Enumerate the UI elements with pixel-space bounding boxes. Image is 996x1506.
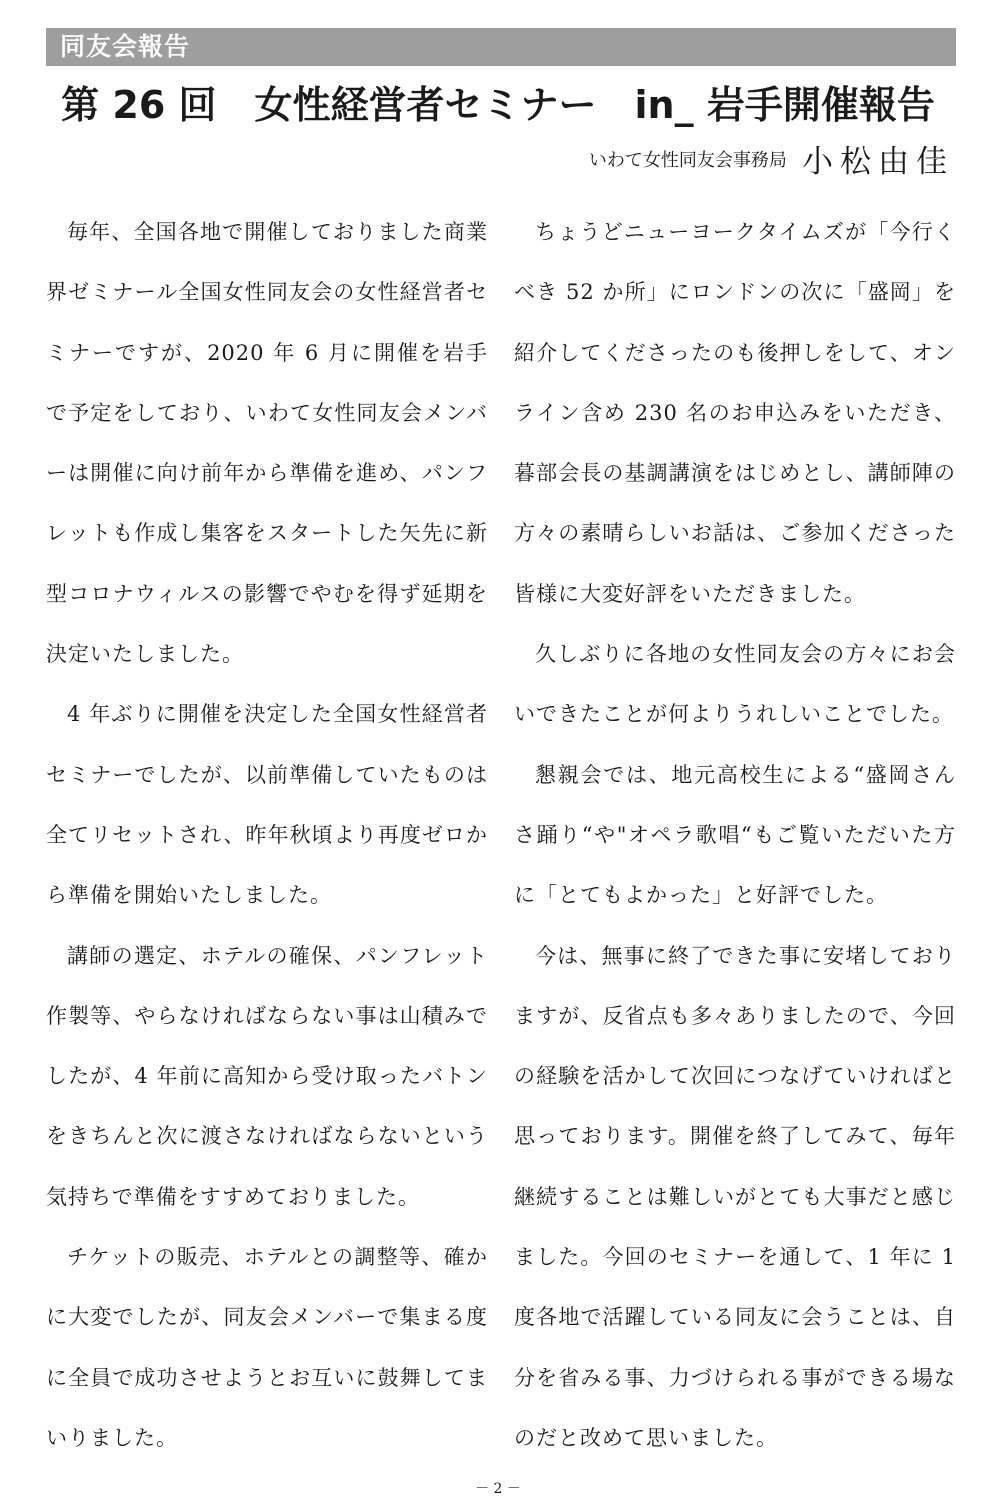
- left-column: [46, 202, 488, 1468]
- paragraph: 毎年、全国各地で開催しておりました商業界ゼミナール全国女性同友会の女性経営者セミナーですが、2020 年 6 月に開催を岩手で予定をしており、いわて女性同友会メンバーは開催に向け前年から準備を進め、パンフレットも作成し集客をスタートした矢先に新型コロナウィルスの影響でやむを得ず延期を決定いたしました。: [46, 220, 488, 667]
- paragraph: チケットの販売、ホテルとの調整等、確かに大変でしたが、同友会メンバーで集まる度に全員で成功させようとお互いに鼓舞してまいりました。: [46, 1245, 488, 1450]
- byline: [589, 136, 954, 181]
- article-title: 第 26 回 女性経営者セミナー in_ 岩手開催報告: [61, 83, 935, 127]
- paragraph: 講師の選定、ホテルの確保、パンフレット作製等、やらなければならない事は山積みでしたが、4 年前に高知から受け取ったバトンをきちんと次に渡さなければならないという気持ちで準備をすすめておりました。: [46, 943, 488, 1209]
- author-name: 小松由佳: [802, 144, 954, 180]
- author-affiliation: いわて女性同友会事務局: [588, 149, 787, 171]
- paragraph: ちょうどニューヨークタイムズが「今行くべき 52 か所」にロンドンの次に「盛岡」を紹介してくださったのも後押しをして、オンライン含め 230 名のお申込みをいただき、暮部会長の基調講演をはじめとし、講師陣の方々の素晴らしいお話は、ご参加くださった皆様に大変好評をいただきました。: [514, 220, 956, 606]
- page-number: － 2 －: [475, 1481, 521, 1497]
- paragraph: 4 年ぶりに開催を決定した全国女性経営者セミナーでしたが、以前準備していたものは全てリセットされ、昨年秋頃より再度ゼロから準備を開始いたしました。: [46, 702, 488, 908]
- paragraph: 久しぶりに各地の女性同友会の方々にお会いできたことが何よりうれしいことでした。: [514, 642, 956, 727]
- right-column: [514, 202, 956, 1468]
- paragraph: 今は、無事に終了できた事に安堵しておりますが、反省点も多々ありましたので、今回の経験を活かして次回につなげていければと思っております。開催を終了してみて、毎年継続することは難しいがとても大事だと感じました。今回のセミナーを通して、1 年に 1 度各地で活躍している同友に会うことは、自分を省みる事、力づけられる事ができる場なのだと改めて思いました。: [514, 943, 956, 1450]
- section-label: 同友会報告: [60, 32, 191, 61]
- paragraph: 懇親会では、地元高校生による“盛岡さんさ踊り“や"オペラ歌唱“もご覧いただいた方に「とてもよかった」と好評でした。: [514, 762, 956, 908]
- section-header-bar: [46, 28, 956, 66]
